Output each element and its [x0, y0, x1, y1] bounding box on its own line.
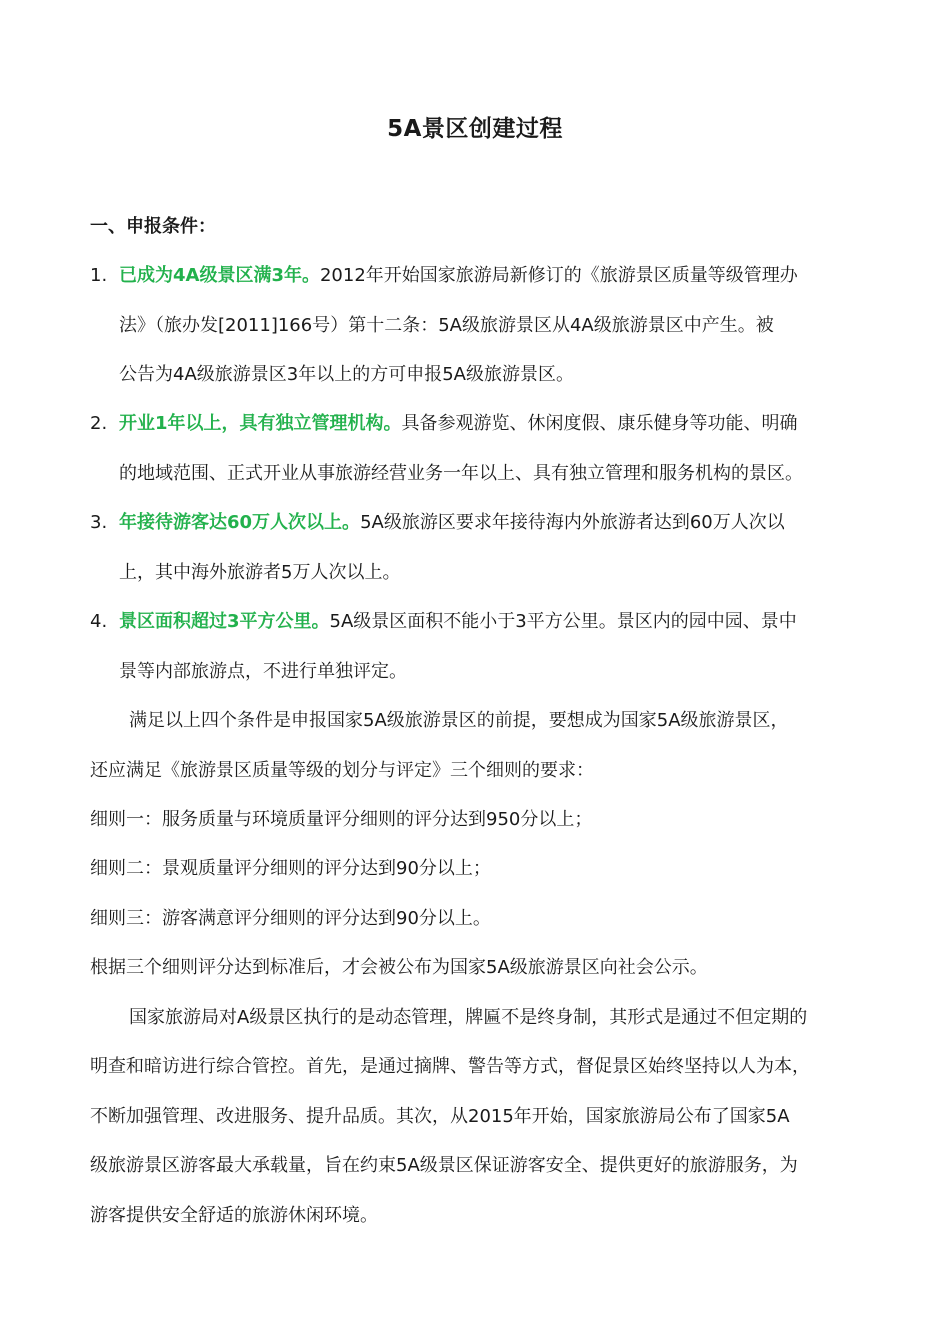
item-line: 上，其中海外旅游者5万人次以上。 [119, 562, 401, 583]
rule-line: 细则三：游客满意评分细则的评分达到90分以上。 [90, 908, 491, 929]
item-number: 2. [90, 413, 108, 434]
item-line: 法》（旅办发[2011]166号）第十二条：5A级旅游景区从4A级旅游景区中产生。被 [119, 315, 774, 336]
item-number: 3. [90, 512, 108, 533]
item-line [119, 411, 798, 437]
paragraph-line: 级旅游景区游客最大承载量，旨在约束5A级景区保证游客安全、提供更好的旅游服务，为 [90, 1155, 798, 1176]
item-text: 具备参观游览、休闲度假、康乐健身等功能、明确 [401, 413, 798, 434]
item-number: 4. [90, 611, 108, 632]
paragraph-line: 游客提供安全舒适的旅游休闲环境。 [90, 1205, 378, 1226]
paragraph-line: 明查和暗访进行综合管控。首先，是通过摘牌、警告等方式，督促景区始终坚持以人为本， [90, 1056, 810, 1077]
conclusion-line: 根据三个细则评分达到标准后，才会被公布为国家5A级旅游景区向社会公示。 [90, 957, 708, 978]
item-line [119, 609, 797, 635]
item-line [119, 510, 785, 536]
document-title: 5A景区创建过程 [387, 116, 563, 142]
item-line: 景等内部旅游点，不进行单独评定。 [119, 661, 407, 682]
item-highlight: 开业1年以上，具有独立管理机构。 [119, 413, 402, 434]
item-line: 的地域范围、正式开业从事旅游经营业务一年以上、具有独立管理和服务机构的景区。 [119, 463, 803, 484]
paragraph-line: 还应满足《旅游景区质量等级的划分与评定》三个细则的要求： [90, 760, 594, 781]
rule-line: 细则一：服务质量与环境质量评分细则的评分达到950分以上； [90, 809, 593, 830]
paragraph-line: 满足以上四个条件是申报国家5A级旅游景区的前提，要想成为国家5A级旅游景区， [129, 710, 789, 731]
item-number: 1. [90, 265, 108, 286]
paragraph-line: 不断加强管理、改进服务、提升品质。其次，从2015年开始，国家旅游局公布了国家5A [90, 1106, 790, 1127]
item-highlight: 景区面积超过3平方公里。 [119, 611, 330, 632]
item-text: 2012年开始国家旅游局新修订的《旅游景区质量等级管理办 [319, 265, 798, 286]
section-heading: 一、申报条件： [90, 216, 216, 237]
rule-line: 细则二：景观质量评分细则的评分达到90分以上； [90, 858, 491, 879]
item-highlight: 年接待游客达60万人次以上。 [119, 512, 361, 533]
item-text: 5A级景区面积不能小于3平方公里。景区内的园中园、景中 [329, 611, 797, 632]
item-line [119, 263, 798, 289]
paragraph-line: 国家旅游局对A级景区执行的是动态管理，牌匾不是终身制，其形式是通过不但定期的 [129, 1007, 808, 1028]
item-highlight: 已成为4A级景区满3年。 [119, 265, 320, 286]
item-text: 5A级旅游区要求年接待海内外旅游者达到60万人次以 [360, 512, 785, 533]
item-line: 公告为4A级旅游景区3年以上的方可申报5A级旅游景区。 [119, 364, 574, 385]
